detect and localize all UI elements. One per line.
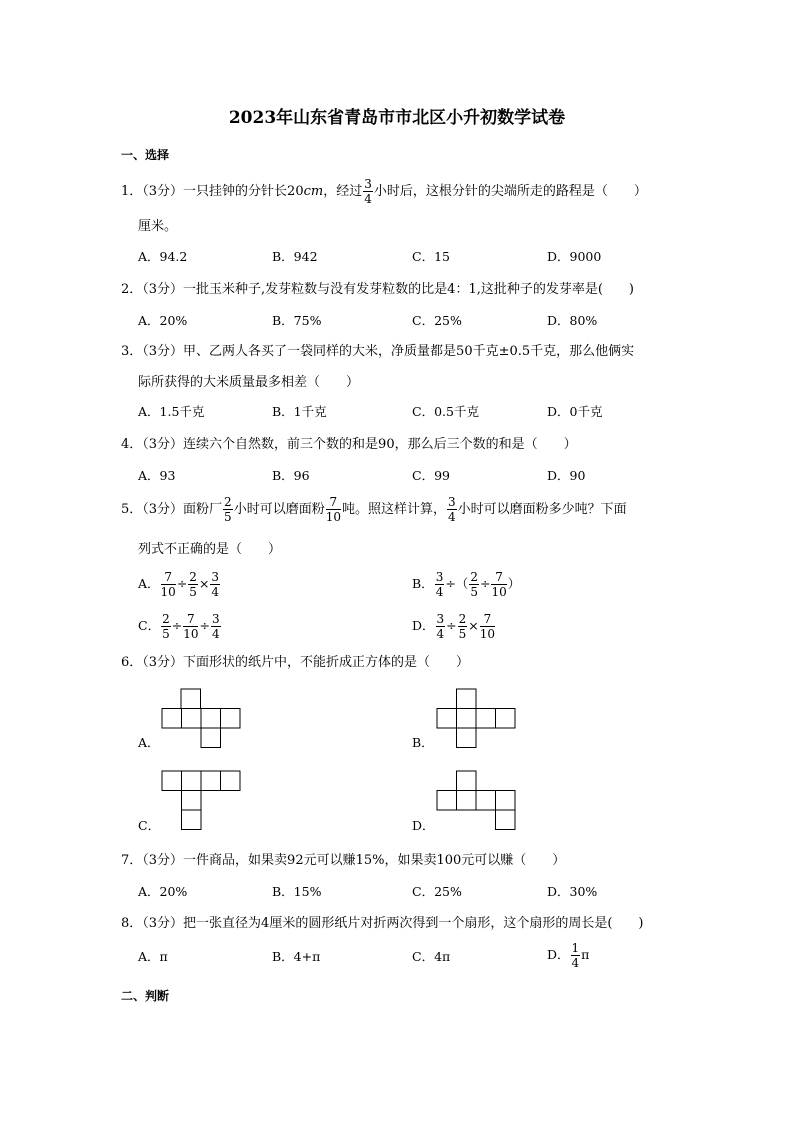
fraction (480, 613, 495, 640)
q5-part-1: 5．（3分）面粉厂 (121, 502, 223, 517)
q1-mid: ，经过 (323, 184, 363, 199)
q1-fraction-denominator: 4 (364, 192, 372, 206)
denominator: 4 (211, 627, 220, 641)
q5-fraction-2-numerator: 7 (326, 496, 341, 510)
numerator: 2 (458, 612, 467, 626)
operator: ÷ (199, 618, 210, 633)
q1-length-value: 20 (287, 184, 304, 199)
question-3-line-2: 际所获得的大米质量最多相差（ ） (138, 375, 360, 390)
numerator: 2 (189, 570, 197, 584)
q2-option-d[interactable]: D．80% (547, 313, 598, 328)
numerator: 7 (161, 571, 176, 585)
q1-option-a[interactable]: A．94.2 (138, 249, 188, 264)
operator: ÷（ (445, 576, 469, 591)
denominator: 4 (571, 956, 580, 970)
square (182, 709, 202, 729)
q5-option-a-label: A． (138, 576, 160, 591)
q5-fraction-3 (447, 496, 457, 523)
square (221, 709, 241, 729)
question-8: 8．（3分）把一张直径为4厘米的圆形纸片对折两次得到一个扇形，这个扇形的周长是( ) (121, 916, 644, 931)
denominator: 5 (162, 627, 170, 641)
q4-option-a[interactable]: A．93 (138, 468, 176, 483)
fraction (211, 613, 221, 640)
square (496, 709, 516, 729)
q7-option-a[interactable]: A．20% (138, 884, 188, 899)
square (162, 709, 182, 729)
denominator: 5 (189, 585, 197, 599)
q5-option-c-label: C． (138, 618, 161, 633)
fraction (435, 571, 445, 598)
question-5-line-2: 列式不正确的是（ ） (138, 542, 282, 557)
q5-fraction-1-denominator: 5 (224, 510, 232, 524)
fraction (469, 571, 479, 598)
q8-option-c[interactable]: C．4π (412, 949, 451, 964)
square (182, 771, 202, 791)
numerator: 7 (491, 571, 506, 585)
q7-option-d[interactable]: D．30% (547, 884, 598, 899)
numerator: 1 (571, 941, 580, 955)
question-6: 6．（3分）下面形状的纸片中，不能折成正方体的是（ ） (121, 655, 470, 670)
q1-prefix: 1．（3分）一只挂钟的分针长 (121, 184, 288, 199)
fraction (161, 613, 171, 640)
q3-option-c[interactable]: C．0.5千克 (412, 404, 479, 419)
q1-fraction-numerator: 3 (364, 177, 372, 191)
numerator: 3 (436, 612, 445, 626)
q5-fraction-2-denominator: 10 (325, 510, 341, 524)
operator: ÷ (479, 576, 491, 591)
q5-part-4: 小时可以磨面粉多少吨？下面 (457, 502, 627, 517)
section-heading-choice: 一、选择 (121, 148, 170, 162)
numerator: 2 (162, 612, 170, 626)
q2-option-c[interactable]: C．25% (412, 313, 462, 328)
q7-option-b[interactable]: B．15% (272, 884, 322, 899)
fraction (210, 571, 220, 598)
q6-net-a-figure (162, 689, 242, 749)
square (437, 791, 457, 811)
denominator: 10 (479, 627, 496, 641)
q4-option-b[interactable]: B．96 (272, 468, 310, 483)
square (476, 791, 496, 811)
denominator: 10 (491, 585, 507, 599)
q4-option-d[interactable]: D．90 (547, 468, 586, 483)
q5-fraction-2 (326, 496, 341, 523)
numerator: 7 (183, 613, 198, 627)
square (437, 709, 457, 729)
q6-option-d-label[interactable]: D． (412, 818, 435, 833)
q6-option-b-label[interactable]: B． (412, 735, 434, 750)
numerator: 7 (480, 613, 495, 627)
q5-fraction-1-numerator: 2 (224, 495, 232, 509)
square (476, 709, 496, 729)
operator: ÷ (176, 576, 188, 591)
square (457, 709, 477, 729)
q1-option-d[interactable]: D．9000 (547, 249, 602, 264)
q5-fraction-3-numerator: 3 (448, 495, 456, 509)
q1-option-c[interactable]: C．15 (412, 249, 450, 264)
fraction (491, 571, 506, 598)
q1-suffix: 小时后，这根分针的尖端所走的路程是（ ） (373, 184, 647, 199)
numerator: 3 (211, 570, 220, 584)
q5-fraction-3-denominator: 4 (448, 510, 456, 524)
denominator: 10 (160, 585, 176, 599)
question-2: 2．（3分）一批玉米种子,发芽粒数与没有发芽粒数的比是4：1,这批种子的发芽率是( ) (121, 282, 634, 297)
q8-option-a[interactable]: A．π (138, 949, 168, 964)
q6-option-c-label[interactable]: C． (138, 818, 161, 833)
operator: × (198, 576, 210, 591)
fraction (436, 613, 446, 640)
square (457, 689, 477, 709)
denominator: 5 (458, 627, 467, 641)
q8-option-d-label: D． (547, 947, 570, 962)
denominator: 4 (435, 585, 444, 599)
square (182, 791, 202, 811)
square (457, 771, 477, 791)
q6-net-d-figure (437, 771, 517, 831)
fraction (571, 942, 581, 969)
q3-option-a[interactable]: A．1.5千克 (138, 404, 205, 419)
operator: ÷ (171, 618, 183, 633)
numerator: 3 (211, 612, 220, 626)
fraction (183, 613, 198, 640)
question-3-line-1: 3．（3分）甲、乙两人各买了一袋同样的大米，净质量都是50千克±0.5千克，那么他俩实 (121, 344, 635, 359)
square (496, 810, 516, 830)
square (181, 689, 201, 709)
operator: × (468, 618, 479, 633)
q1-length-unit: cm (303, 184, 324, 199)
q2-option-a[interactable]: A．20% (138, 313, 188, 328)
square (182, 810, 202, 830)
q8-option-d[interactable] (547, 942, 589, 969)
square (201, 728, 221, 748)
q2-option-b[interactable]: B．75% (272, 313, 322, 328)
q7-option-c[interactable]: C．25% (412, 884, 462, 899)
fraction (458, 613, 468, 640)
q1-line-2: 厘米。 (138, 219, 178, 234)
numerator: 2 (470, 570, 478, 584)
square (457, 728, 477, 748)
q5-option-a[interactable] (138, 571, 221, 598)
question-4: 4．（3分）连续六个自然数，前三个数的和是90，那么后三个数的和是（ ） (121, 437, 577, 452)
q3-option-d[interactable]: D．0千克 (547, 404, 603, 419)
q5-option-b-label: B． (412, 576, 434, 591)
operator: ） (507, 576, 521, 591)
operator: ÷ (446, 618, 457, 633)
q1-option-b[interactable]: B．942 (272, 249, 318, 264)
q6-option-a-label[interactable]: A． (138, 735, 160, 750)
denominator: 4 (436, 627, 445, 641)
pi-symbol: π (581, 947, 590, 962)
denominator: 5 (470, 585, 478, 599)
fraction (188, 571, 198, 598)
fraction (161, 571, 176, 598)
q5-part-3: 吨。照这样计算， (341, 502, 446, 517)
q5-option-b[interactable] (412, 571, 520, 598)
square (221, 771, 241, 791)
question-5 (121, 496, 627, 523)
q5-option-c[interactable] (138, 613, 222, 640)
q3-option-b[interactable]: B．1千克 (272, 404, 327, 419)
q6-net-c-figure (162, 771, 242, 831)
numerator: 3 (435, 570, 444, 584)
square (201, 771, 221, 791)
question-7: 7．（3分）一件商品，如果卖92元可以赚15%，如果卖100元可以赚（ ） (121, 853, 566, 868)
square (457, 791, 477, 811)
q8-option-b[interactable]: B．4+π (272, 949, 321, 964)
q4-option-c[interactable]: C．99 (412, 468, 450, 483)
q5-option-d[interactable] (412, 613, 496, 640)
q1-fraction (363, 178, 373, 205)
denominator: 10 (183, 627, 199, 641)
q5-option-d-label: D． (412, 618, 435, 633)
square (496, 791, 516, 811)
square (201, 709, 221, 729)
q5-fraction-1 (223, 496, 233, 523)
q6-net-b-figure (437, 689, 517, 749)
question-1 (121, 178, 647, 205)
square (162, 771, 182, 791)
page-title: 2023年山东省青岛市市北区小升初数学试卷 (228, 108, 566, 128)
section-heading-judge: 二、判断 (121, 989, 170, 1003)
q5-part-2: 小时可以磨面粉 (233, 502, 325, 517)
denominator: 4 (211, 585, 220, 599)
